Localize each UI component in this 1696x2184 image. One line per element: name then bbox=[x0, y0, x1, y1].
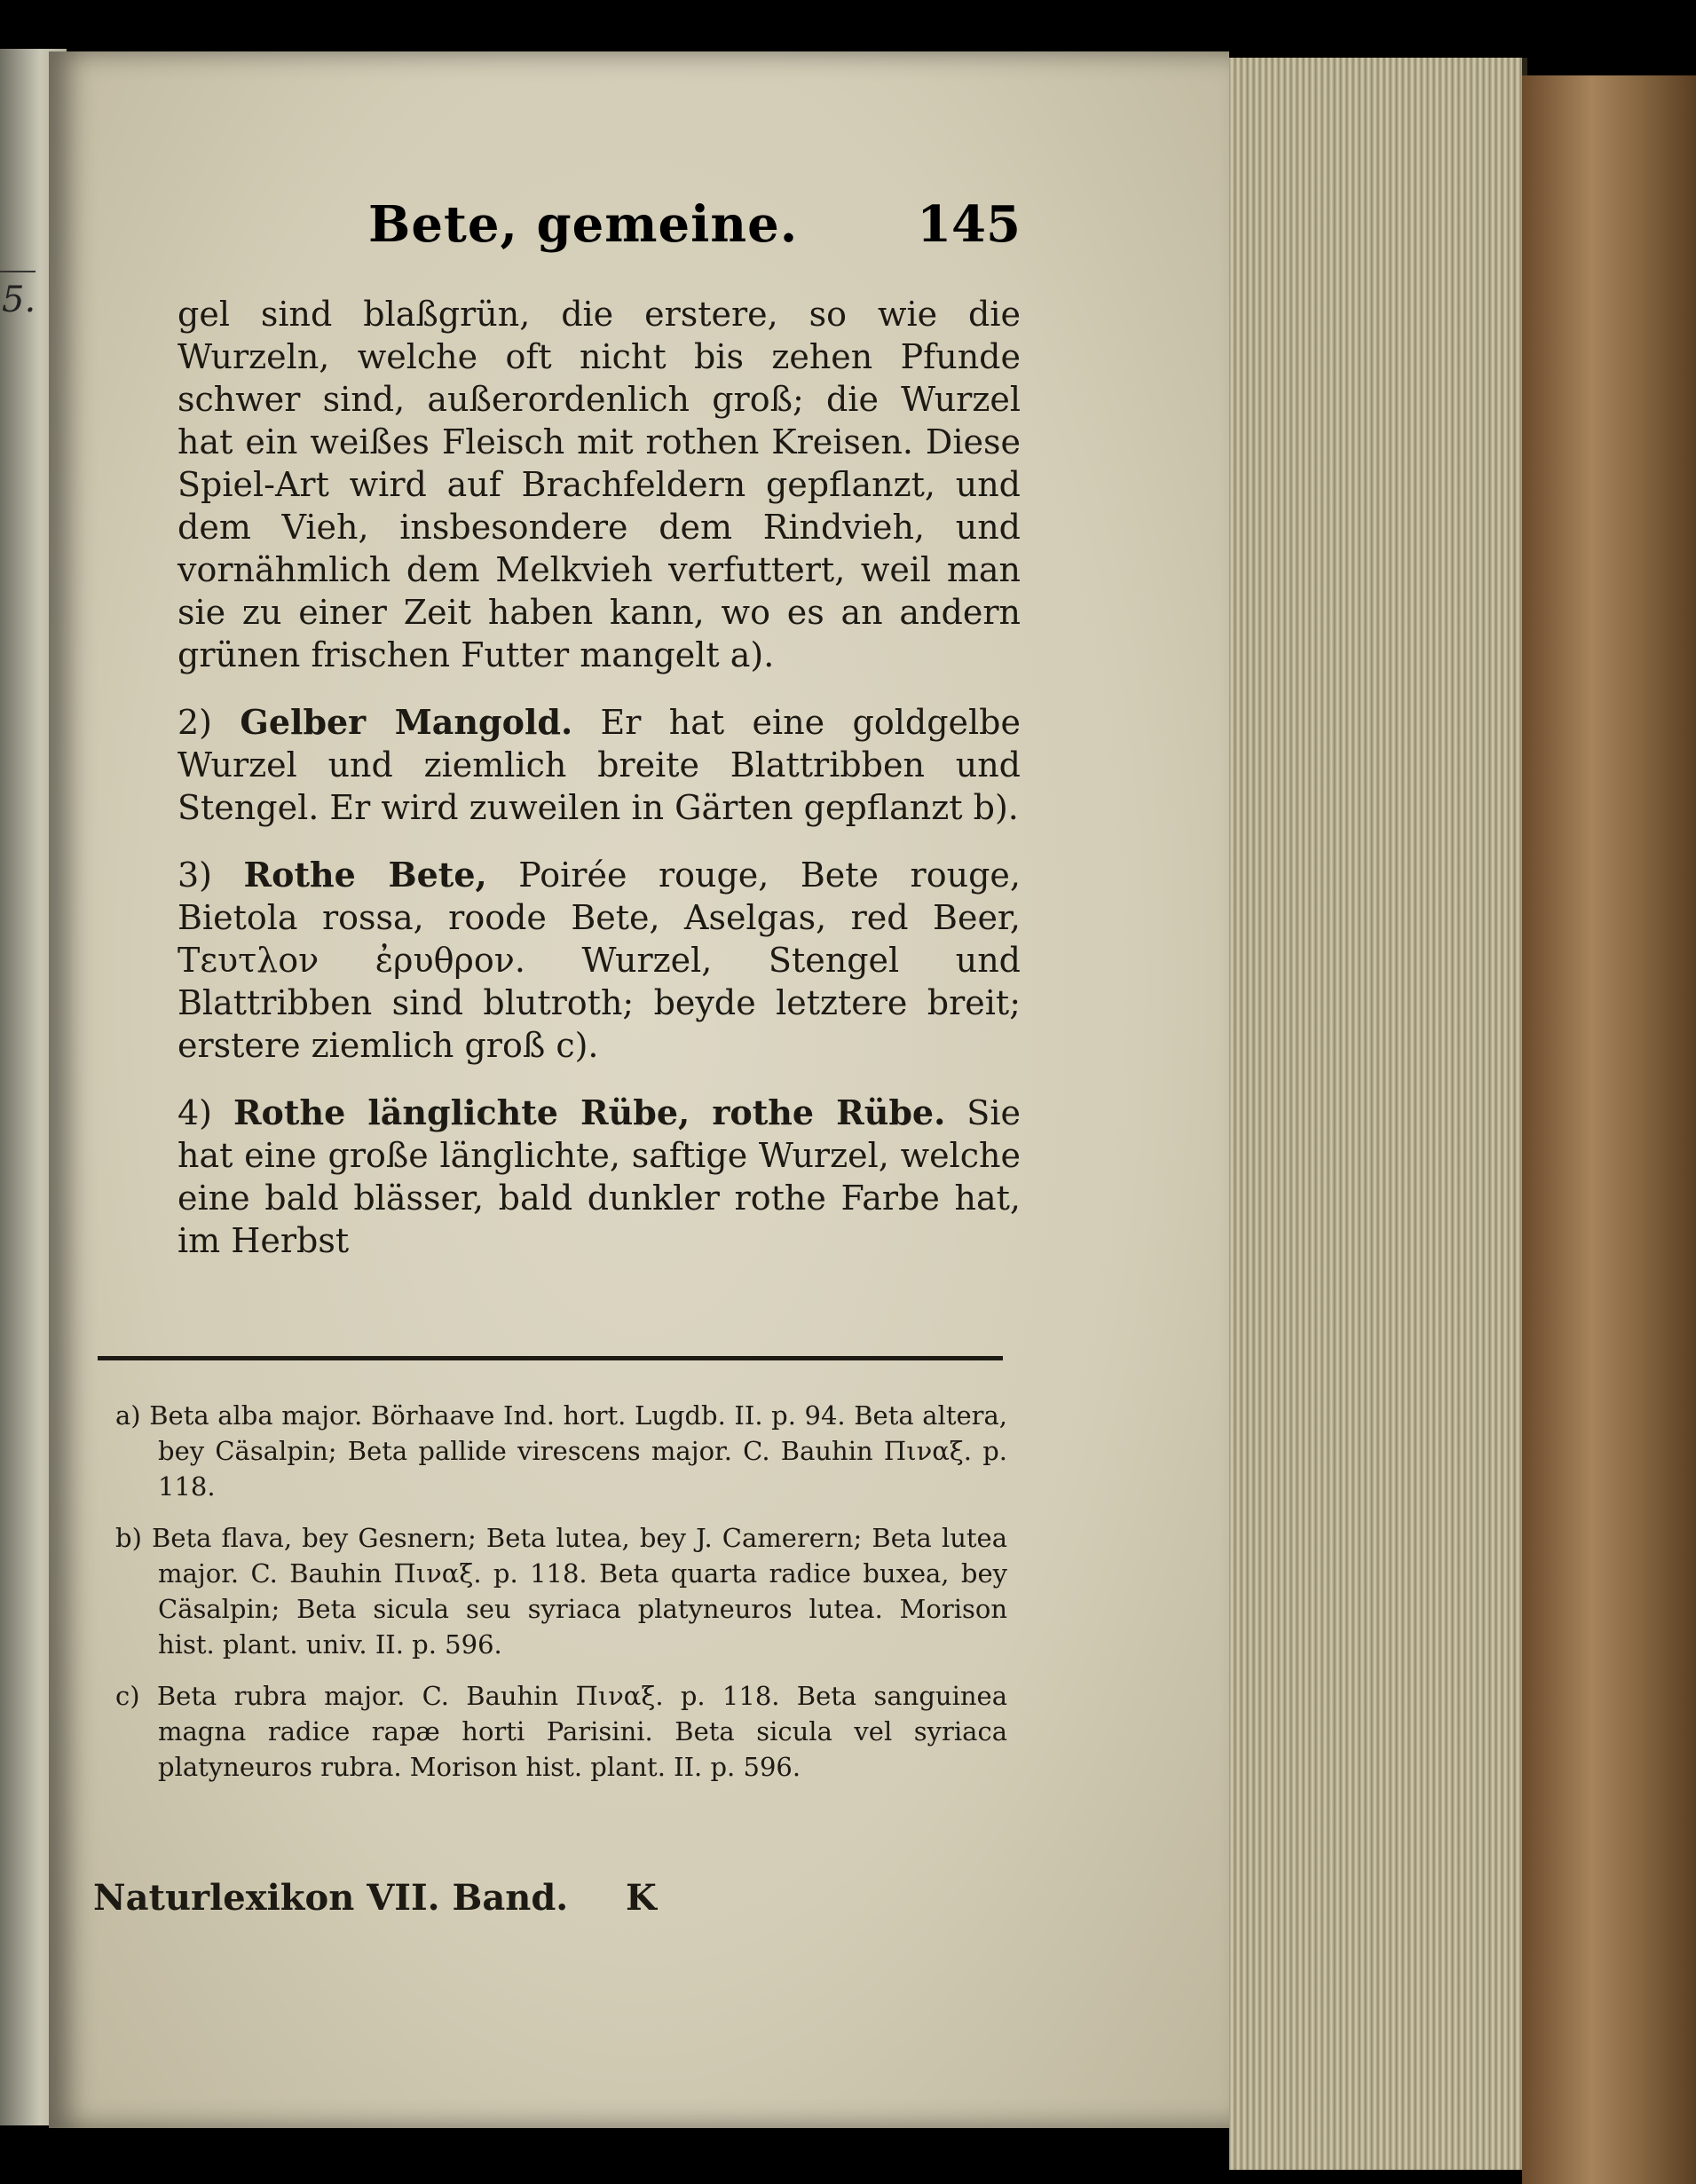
entry-number: 4) bbox=[177, 1093, 213, 1132]
footnote-c bbox=[115, 1678, 1007, 1785]
footnote-text: Beta alba major. Börhaave Ind. hort. Lugdb. II. p. 94. Beta altera, bey Cäsalpin; Beta pallide virescens major. C. Bauhin Πιναξ. p. 118. bbox=[149, 1400, 1008, 1502]
footnotes bbox=[115, 1398, 1007, 1801]
signature-line: Naturlexikon VII. Band. bbox=[93, 1877, 569, 1919]
entry-3 bbox=[177, 854, 1021, 1067]
entry-number: 2) bbox=[177, 703, 213, 742]
footnote-text: Beta flava, bey Gesnern; Beta lutea, bey J. Camerern; Beta lutea major. C. Bauhin Πιναξ. p. 118. Beta quarta radice buxea, bey Cäsalpin; Beta sicula seu syriaca platyneuros lutea. Morison hist. plant. univ. II. p. 596. bbox=[152, 1523, 1007, 1660]
running-title: Bete, gemeine. bbox=[368, 195, 799, 254]
footnote-a bbox=[115, 1398, 1007, 1504]
book-cover bbox=[1522, 75, 1696, 2184]
entry-4 bbox=[177, 1092, 1021, 1262]
main-text bbox=[177, 293, 1021, 1262]
page-header bbox=[368, 195, 1021, 266]
entry-name: Rothe Bete, bbox=[243, 855, 487, 895]
footnote-text: Beta rubra major. C. Bauhin Πιναξ. p. 118. Beta sanguinea magna radice rapæ horti Parisini. Beta sicula vel syriaca platyneuros rubra. Morison hist. plant. II. p. 596. bbox=[156, 1681, 1008, 1782]
page-edges bbox=[1229, 58, 1527, 2170]
footnote-b bbox=[115, 1520, 1007, 1662]
signature-mark: K bbox=[626, 1877, 657, 1919]
left-page-mark: 5. bbox=[2, 280, 36, 320]
footnote-rule bbox=[98, 1356, 1003, 1360]
footnote-label: a) bbox=[115, 1400, 141, 1431]
footnote-label: c) bbox=[115, 1681, 140, 1711]
entry-text: Er hat eine goldgelbe Wurzel und ziemlich breite Blattribben und Stengel. Er wird zuweilen in Gärten gepflanzt b). bbox=[177, 703, 1021, 827]
entry-name: Gelber Mangold. bbox=[240, 702, 573, 742]
page-number: 145 bbox=[917, 195, 1021, 254]
entry-name: Rothe länglichte Rübe, rothe Rübe. bbox=[233, 1092, 946, 1132]
footnote-label: b) bbox=[115, 1523, 142, 1553]
entry-text: Poirée rouge, Bete rouge, Bietola rossa, roode Bete, Aselgas, red Beer, Τευτλον ἐρυθρον. Wurzel, Stengel und Blattribben sind blutroth; beyde letztere breit; erstere ziemlich groß c). bbox=[177, 855, 1021, 1065]
entry-text: Sie hat eine große länglichte, saftige Wurzel, welche eine bald blässer, bald dunkler rothe Farbe hat, im Herbst bbox=[177, 1093, 1021, 1260]
entry-number: 3) bbox=[177, 855, 213, 895]
entry-2 bbox=[177, 701, 1021, 829]
page-footer bbox=[93, 1877, 1025, 1919]
intro-paragraph: gel sind blaßgrün, die erstere, so wie die Wurzeln, welche oft nicht bis zehen Pfunde schwer sind, außerordenlich groß; die Wurzel hat ein weißes Fleisch mit rothen Kreisen. Diese Spiel-Art wird auf Brachfeldern gepflanzt, und dem Vieh, insbesondere dem Rindvieh, und vornähmlich dem Melkvieh verfuttert, weil man sie zu einer Zeit haben kann, wo es an andern grünen frischen Futter mangelt a). bbox=[177, 295, 1021, 674]
left-page-rule bbox=[0, 271, 35, 272]
